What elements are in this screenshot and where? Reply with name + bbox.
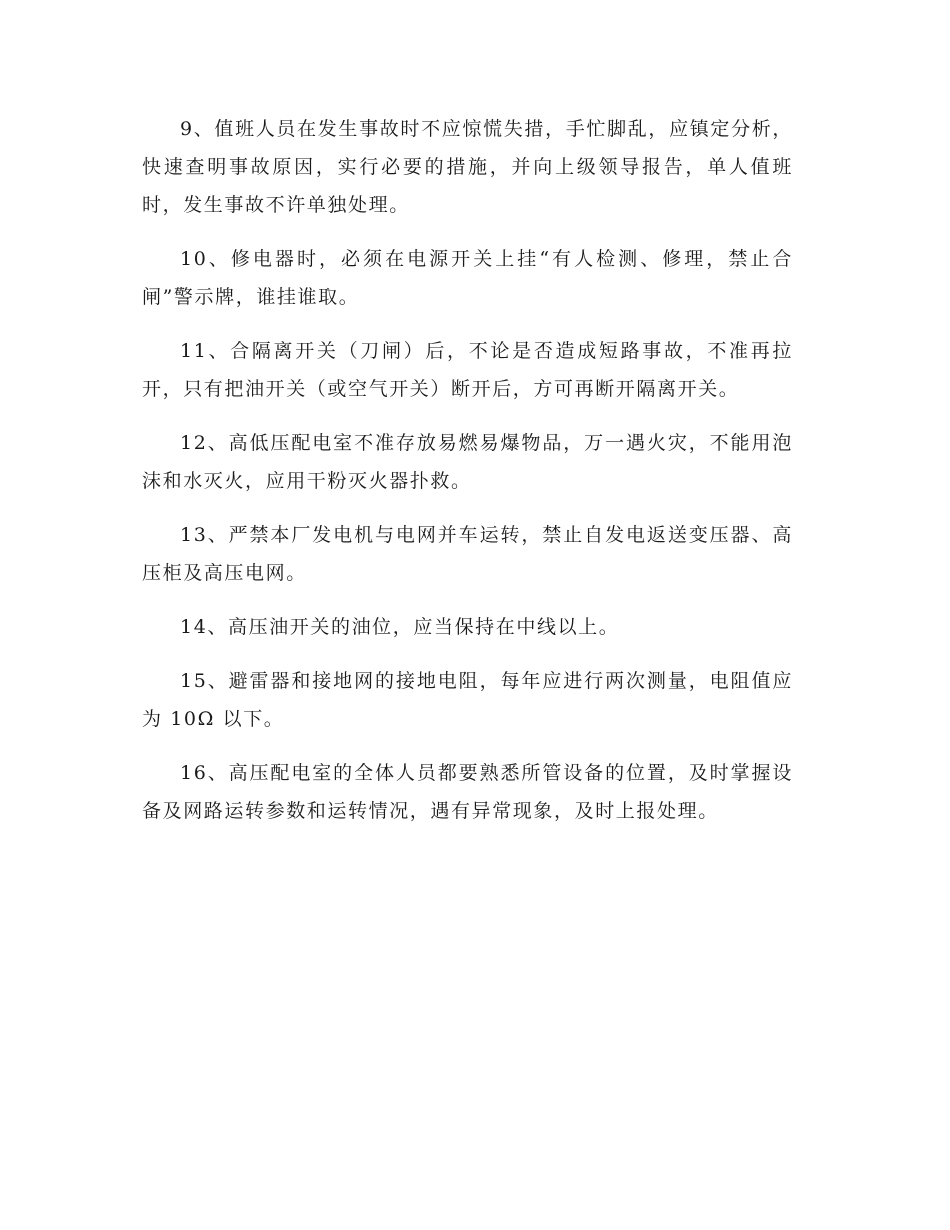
document-body: [142, 110, 793, 846]
rule-paragraph-10: 10、修电器时，必须在电源开关上挂“有人检测、修理，禁止合闸”警示牌，谁挂谁取。: [142, 248, 793, 308]
rule-paragraph-12: 12、高低压配电室不准存放易燃易爆物品，万一遇火灾，不能用泡沫和水灭火，应用干粉灭火器扑救。: [142, 432, 793, 492]
rule-paragraph-14: 14、高压油开关的油位，应当保持在中线以上。: [180, 616, 620, 638]
rule-paragraph-15: 15、避雷器和接地网的接地电阻，每年应进行两次测量，电阻值应为 10Ω 以下。: [142, 670, 793, 730]
rule-paragraph-16: 16、高压配电室的全体人员都要熟悉所管设备的位置，及时掌握设备及网路运转参数和运转情况，遇有异常现象，及时上报处理。: [142, 762, 793, 822]
rule-paragraph-9: 9、值班人员在发生事故时不应惊慌失措，手忙脚乱，应镇定分析，快速查明事故原因，实行必要的措施，并向上级领导报告，单人值班时，发生事故不许单独处理。: [142, 118, 793, 216]
rule-paragraph-13: 13、严禁本厂发电机与电网并车运转，禁止自发电返送变压器、高压柜及高压电网。: [142, 524, 793, 584]
rule-paragraph-11: 11、合隔离开关（刀闸）后，不论是否造成短路事故，不准再拉开，只有把油开关（或空气开关）断开后，方可再断开隔离开关。: [142, 340, 793, 400]
